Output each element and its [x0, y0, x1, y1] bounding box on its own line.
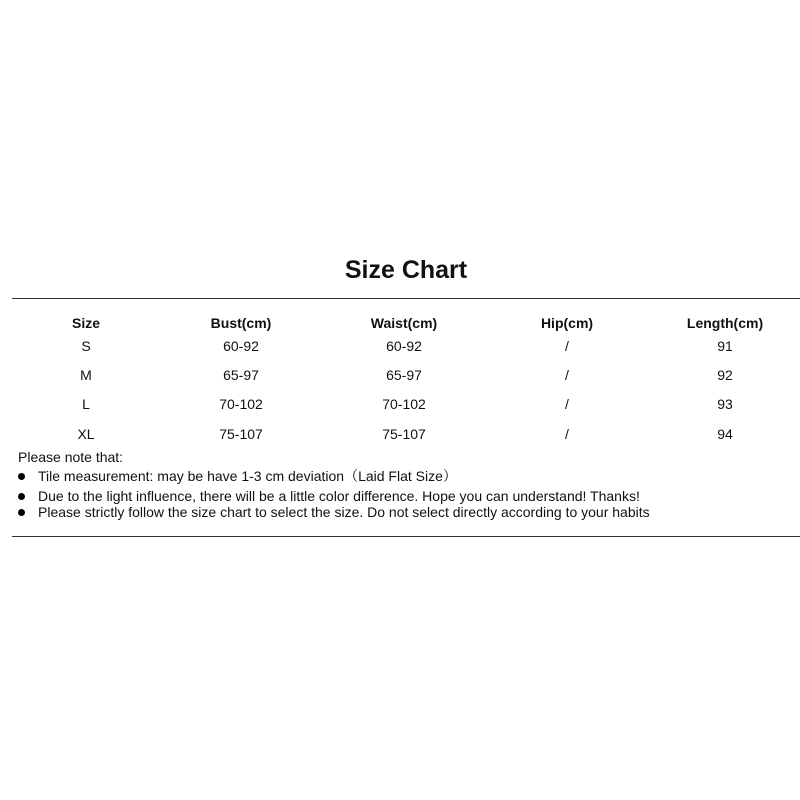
- waist-cell: 75-107: [382, 426, 426, 442]
- bottom-divider: [12, 536, 800, 537]
- note-text: Please strictly follow the size chart to select the size. Do not select directly according to your habits: [38, 504, 650, 520]
- note-text: Tile measurement: may be have 1-3 cm deviation（Laid Flat Size）: [38, 468, 457, 484]
- size-cell: XL: [77, 426, 95, 442]
- waist-cell: 65-97: [386, 367, 422, 383]
- waist-cell: 60-92: [386, 338, 422, 354]
- size-cell: L: [82, 396, 90, 412]
- bust-cell: 70-102: [219, 396, 263, 412]
- top-divider: [12, 298, 800, 299]
- hip-cell: /: [565, 426, 569, 442]
- table-header-hip: Hip(cm): [540, 315, 594, 331]
- table-header-size: Size: [71, 315, 101, 331]
- size-cell: M: [80, 367, 92, 383]
- size-cell: S: [81, 338, 91, 354]
- table-header-waist: Waist(cm): [370, 315, 438, 331]
- bust-cell: 75-107: [219, 426, 263, 442]
- list-item: [18, 503, 650, 521]
- note-text: Due to the light influence, there will be a little color difference. Hope you can understand! Thanks!: [38, 488, 640, 504]
- length-cell: 92: [717, 367, 733, 383]
- length-cell: 91: [717, 338, 733, 354]
- hip-cell: /: [565, 396, 569, 412]
- page-title: Size Chart: [344, 256, 468, 284]
- bullet-icon: [18, 493, 25, 500]
- bust-cell: 60-92: [223, 338, 259, 354]
- bullet-icon: [18, 473, 25, 480]
- table-header-bust: Bust(cm): [210, 315, 272, 331]
- length-cell: 93: [717, 396, 733, 412]
- waist-cell: 70-102: [382, 396, 426, 412]
- list-item: [18, 467, 457, 485]
- table-header-length: Length(cm): [686, 315, 764, 331]
- bullet-icon: [18, 509, 25, 516]
- hip-cell: /: [565, 367, 569, 383]
- hip-cell: /: [565, 338, 569, 354]
- length-cell: 94: [717, 426, 733, 442]
- notes-label: Please note that:: [18, 449, 124, 465]
- bust-cell: 65-97: [223, 367, 259, 383]
